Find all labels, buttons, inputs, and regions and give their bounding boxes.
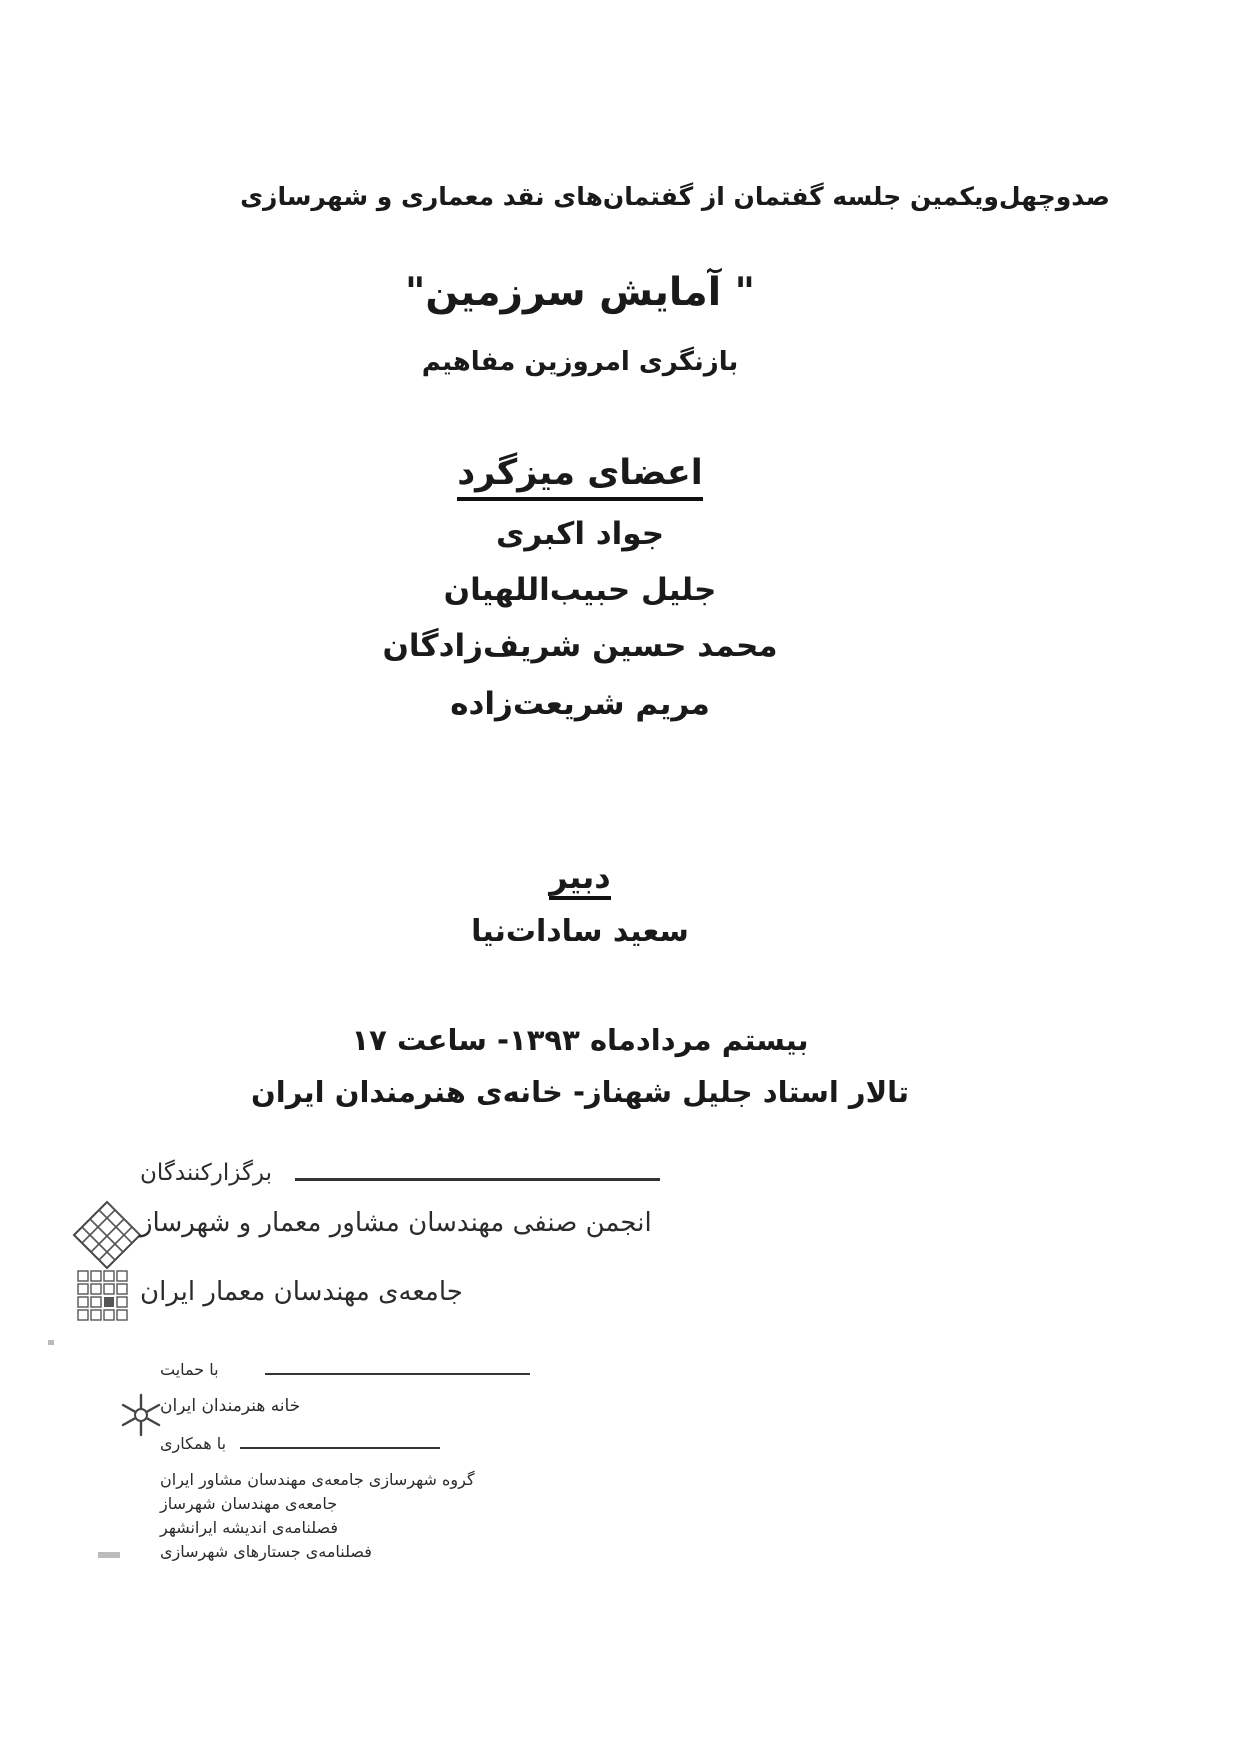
collaboration-label: با همکاری xyxy=(160,1434,440,1458)
panel-heading: اعضای میزگرد xyxy=(0,452,1240,501)
divider xyxy=(265,1373,530,1375)
series-line: صدوچهل‌ویکمین جلسه گفتمان از گفتمان‌های نقد معماری و شهرسازی xyxy=(240,182,1110,211)
diamond-lattice-logo xyxy=(72,1200,142,1270)
divider xyxy=(295,1178,660,1181)
moderator-name: سعید سادات‌نیا xyxy=(471,914,689,949)
support-label: با حمایت xyxy=(160,1360,530,1384)
square-grid-logo xyxy=(77,1270,129,1322)
support-item: خانه هنرمندان ایران xyxy=(160,1396,301,1416)
page-subtitle: بازنگری امروزین مفاهیم xyxy=(421,347,739,377)
panel-member: مریم شریعت‌زاده xyxy=(450,686,710,722)
star-logo xyxy=(118,1392,164,1438)
organizer-item: انجمن صنفی مهندسان مشاور معمار و شهرساز xyxy=(140,1208,652,1238)
scan-speck xyxy=(48,1340,54,1345)
collaboration-item: جامعه‌ی مهندسان شهرساز xyxy=(160,1494,338,1513)
event-date-time: بیستم مردادماه ۱۳۹۳- ساعت ۱۷ xyxy=(351,1023,809,1057)
event-venue: تالار استاد جلیل شهناز- خانه‌ی هنرمندان ایران xyxy=(251,1075,909,1109)
collaboration-item: گروه شهرسازی جامعه‌ی مهندسان مشاور ایران xyxy=(160,1470,475,1489)
page-title: " آمایش سرزمین" xyxy=(405,270,755,315)
scan-speck xyxy=(98,1552,120,1558)
panel-member: جلیل حبیب‌اللهیان xyxy=(443,572,717,608)
moderator-heading: دبیر xyxy=(0,858,1240,900)
divider xyxy=(240,1447,440,1449)
organizers-label: برگزارکنندگان xyxy=(140,1160,660,1194)
panel-member: محمد حسین شریف‌زادگان xyxy=(382,628,778,664)
panel-member: جواد اکبری xyxy=(495,516,665,552)
collaboration-item: فصلنامه‌ی اندیشه ایرانشهر xyxy=(160,1518,339,1537)
collaboration-item: فصلنامه‌ی جستارهای شهرسازی xyxy=(160,1542,372,1561)
organizer-item: جامعه‌ی مهندسان معمار ایران xyxy=(140,1277,463,1307)
